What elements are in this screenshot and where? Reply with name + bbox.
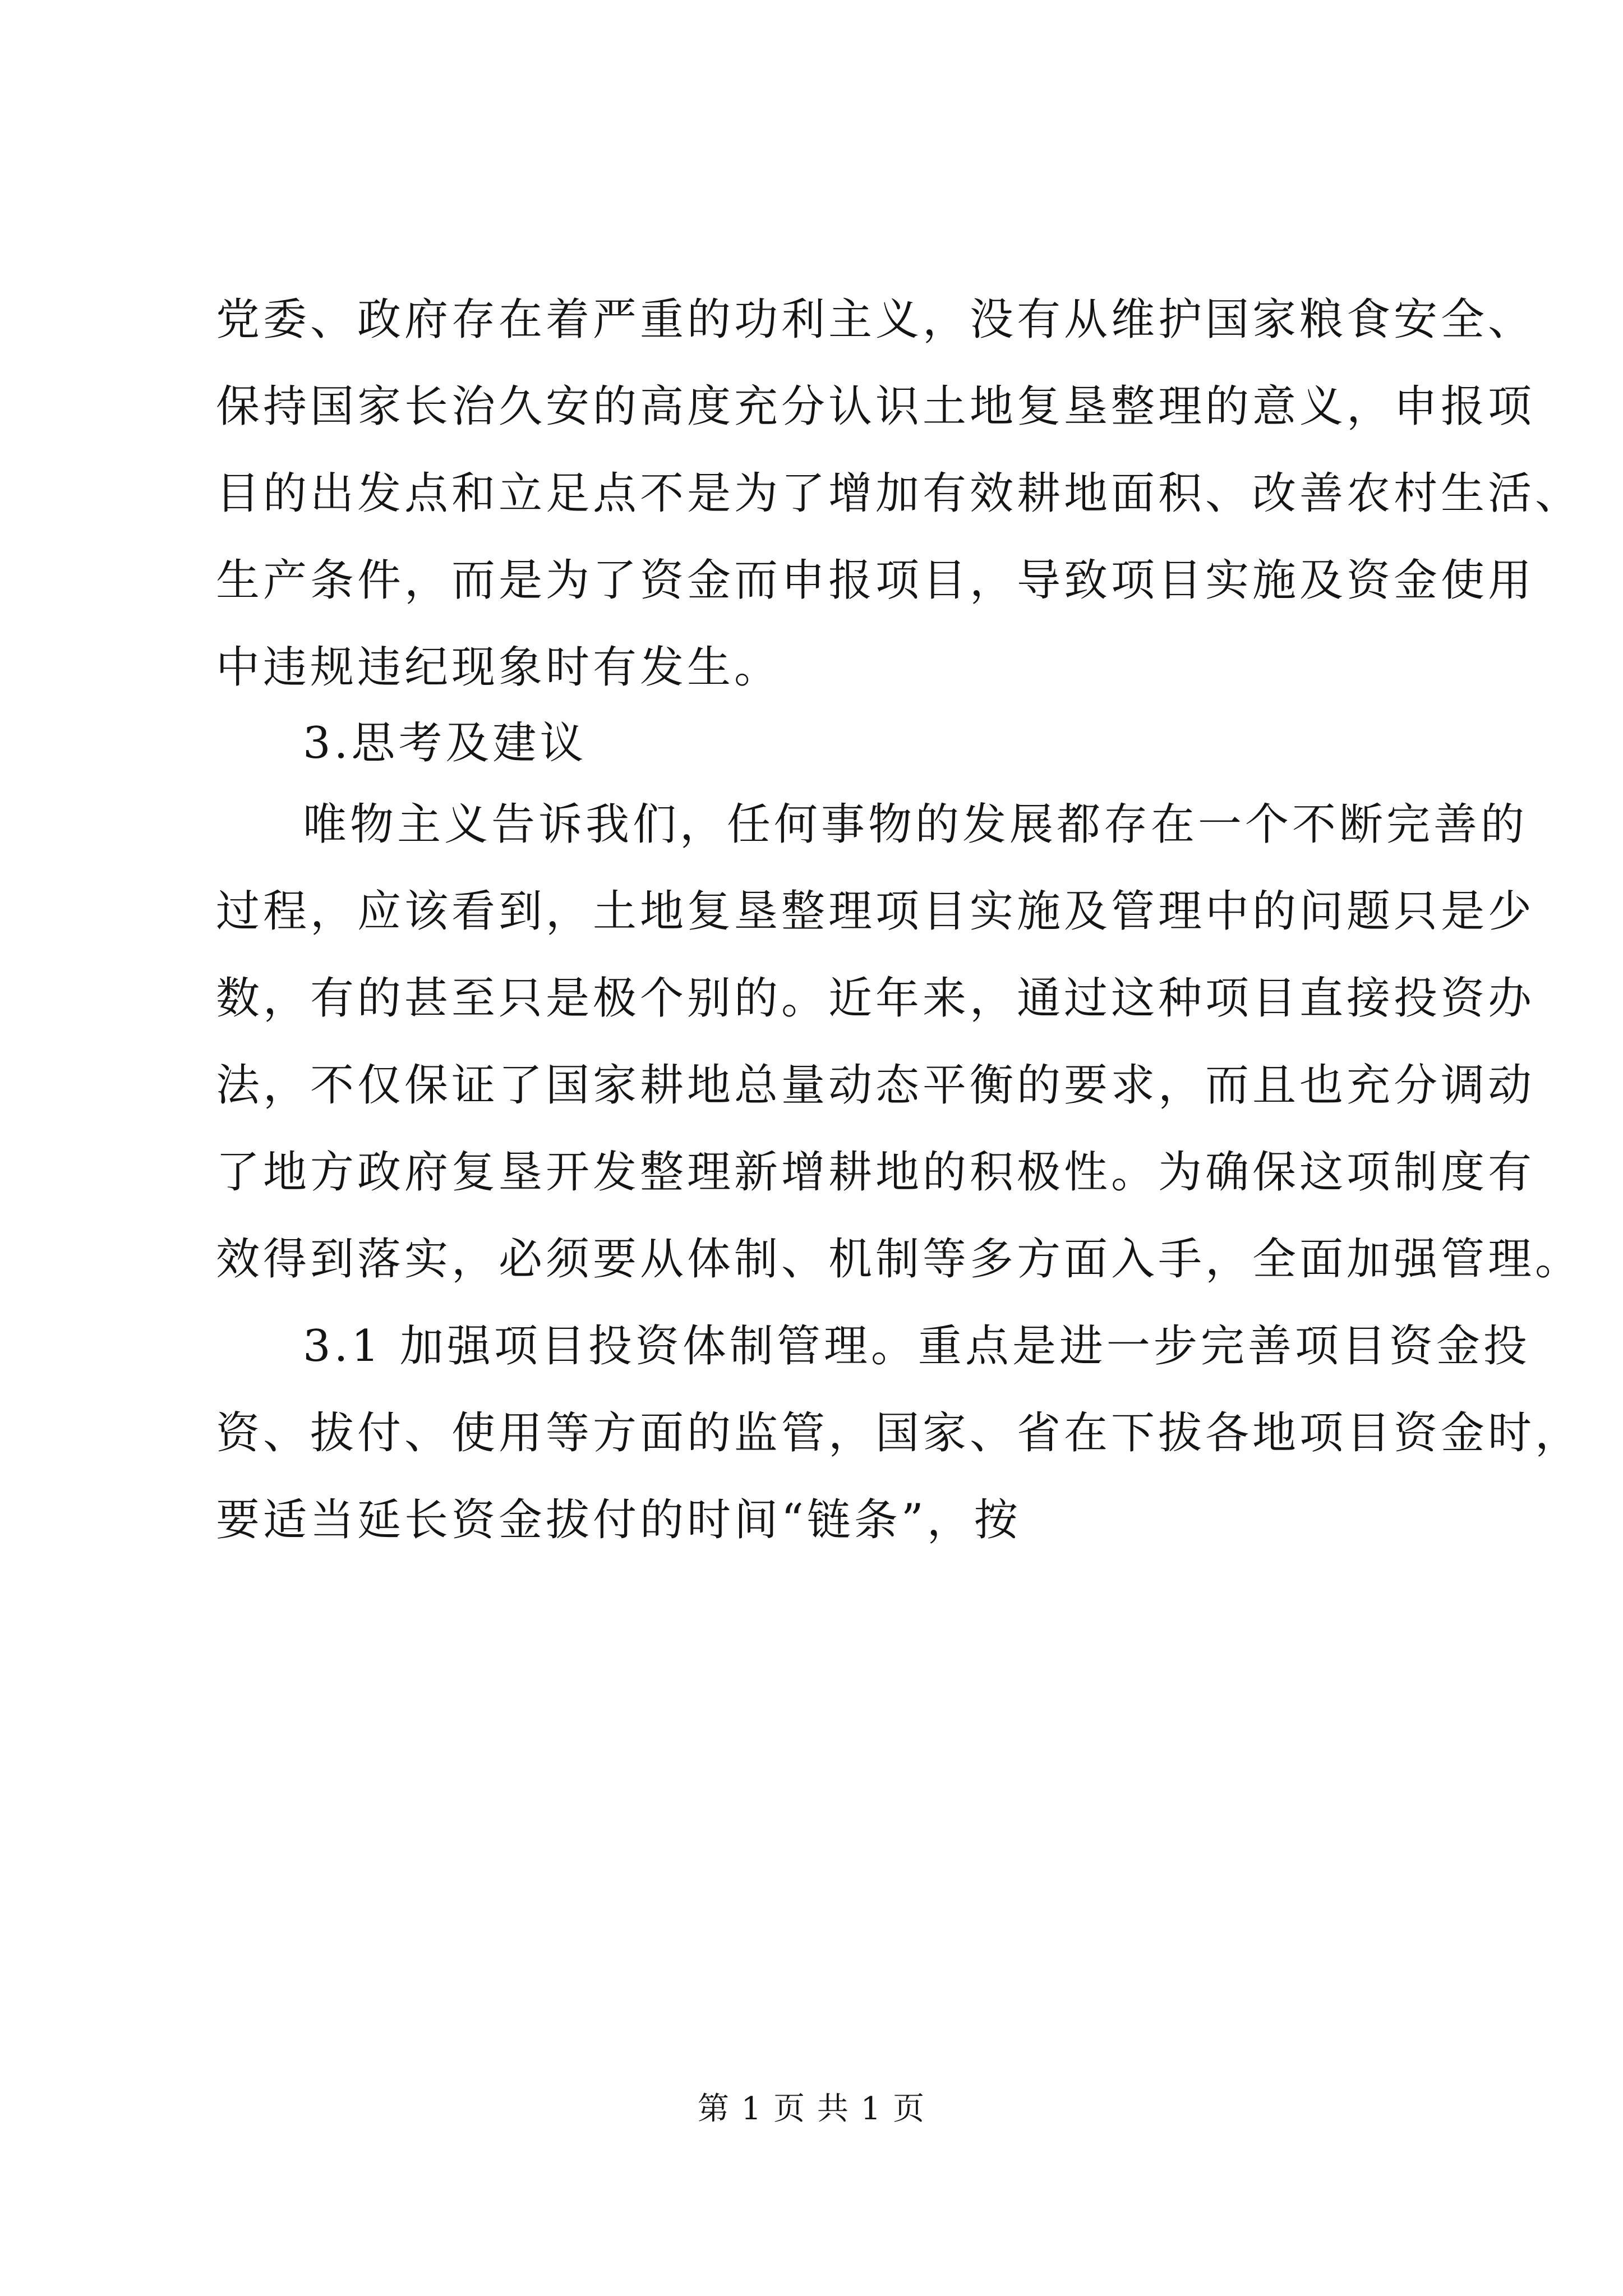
body-line: 效得到落实，必须要从体制、机制等多方面入手，全面加强管理。: [216, 1234, 1583, 1285]
body-line: 数，有的甚至只是极个别的。近年来，通过这种项目直接投资办: [216, 973, 1536, 1024]
body-line: 目的出发点和立足点不是为了增加有效耕地面积、改善农村生活、: [216, 468, 1583, 519]
body-line: 要适当延长资金拔付的时间“链条”，按: [216, 1495, 1021, 1545]
body-line: 3.1 加强项目投资体制管理。重点是进一步完善项目资金投: [303, 1321, 1530, 1372]
body-line: 了地方政府复垦开发整理新增耕地的积极性。为确保这项制度有: [216, 1147, 1536, 1198]
body-line: 唯物主义告诉我们，任何事物的发展都存在一个不断完善的: [303, 799, 1528, 850]
body-line: 法，不仅保证了国家耕地总量动态平衡的要求，而且也充分调动: [216, 1060, 1536, 1111]
body-line: 党委、政府存在着严重的功利主义，没有从维护国家粮食安全、: [216, 295, 1536, 345]
body-line: 资、拔付、使用等方面的监管，国家、省在下拔各地项目资金时，: [216, 1408, 1583, 1458]
body-line: 保持国家长治久安的高度充分认识土地复垦整理的意义，申报项: [216, 381, 1536, 432]
body-line: 过程，应该看到，土地复垦整理项目实施及管理中的问题只是少: [216, 886, 1536, 937]
section-heading: 3.思考及建议: [303, 718, 587, 769]
body-line: 生产条件，而是为了资金而申报项目，导致项目实施及资金使用: [216, 555, 1536, 606]
body-line: 中违规违纪现象时有发生。: [216, 642, 782, 693]
page-footer: 第 1 页 共 1 页: [697, 2091, 926, 2127]
